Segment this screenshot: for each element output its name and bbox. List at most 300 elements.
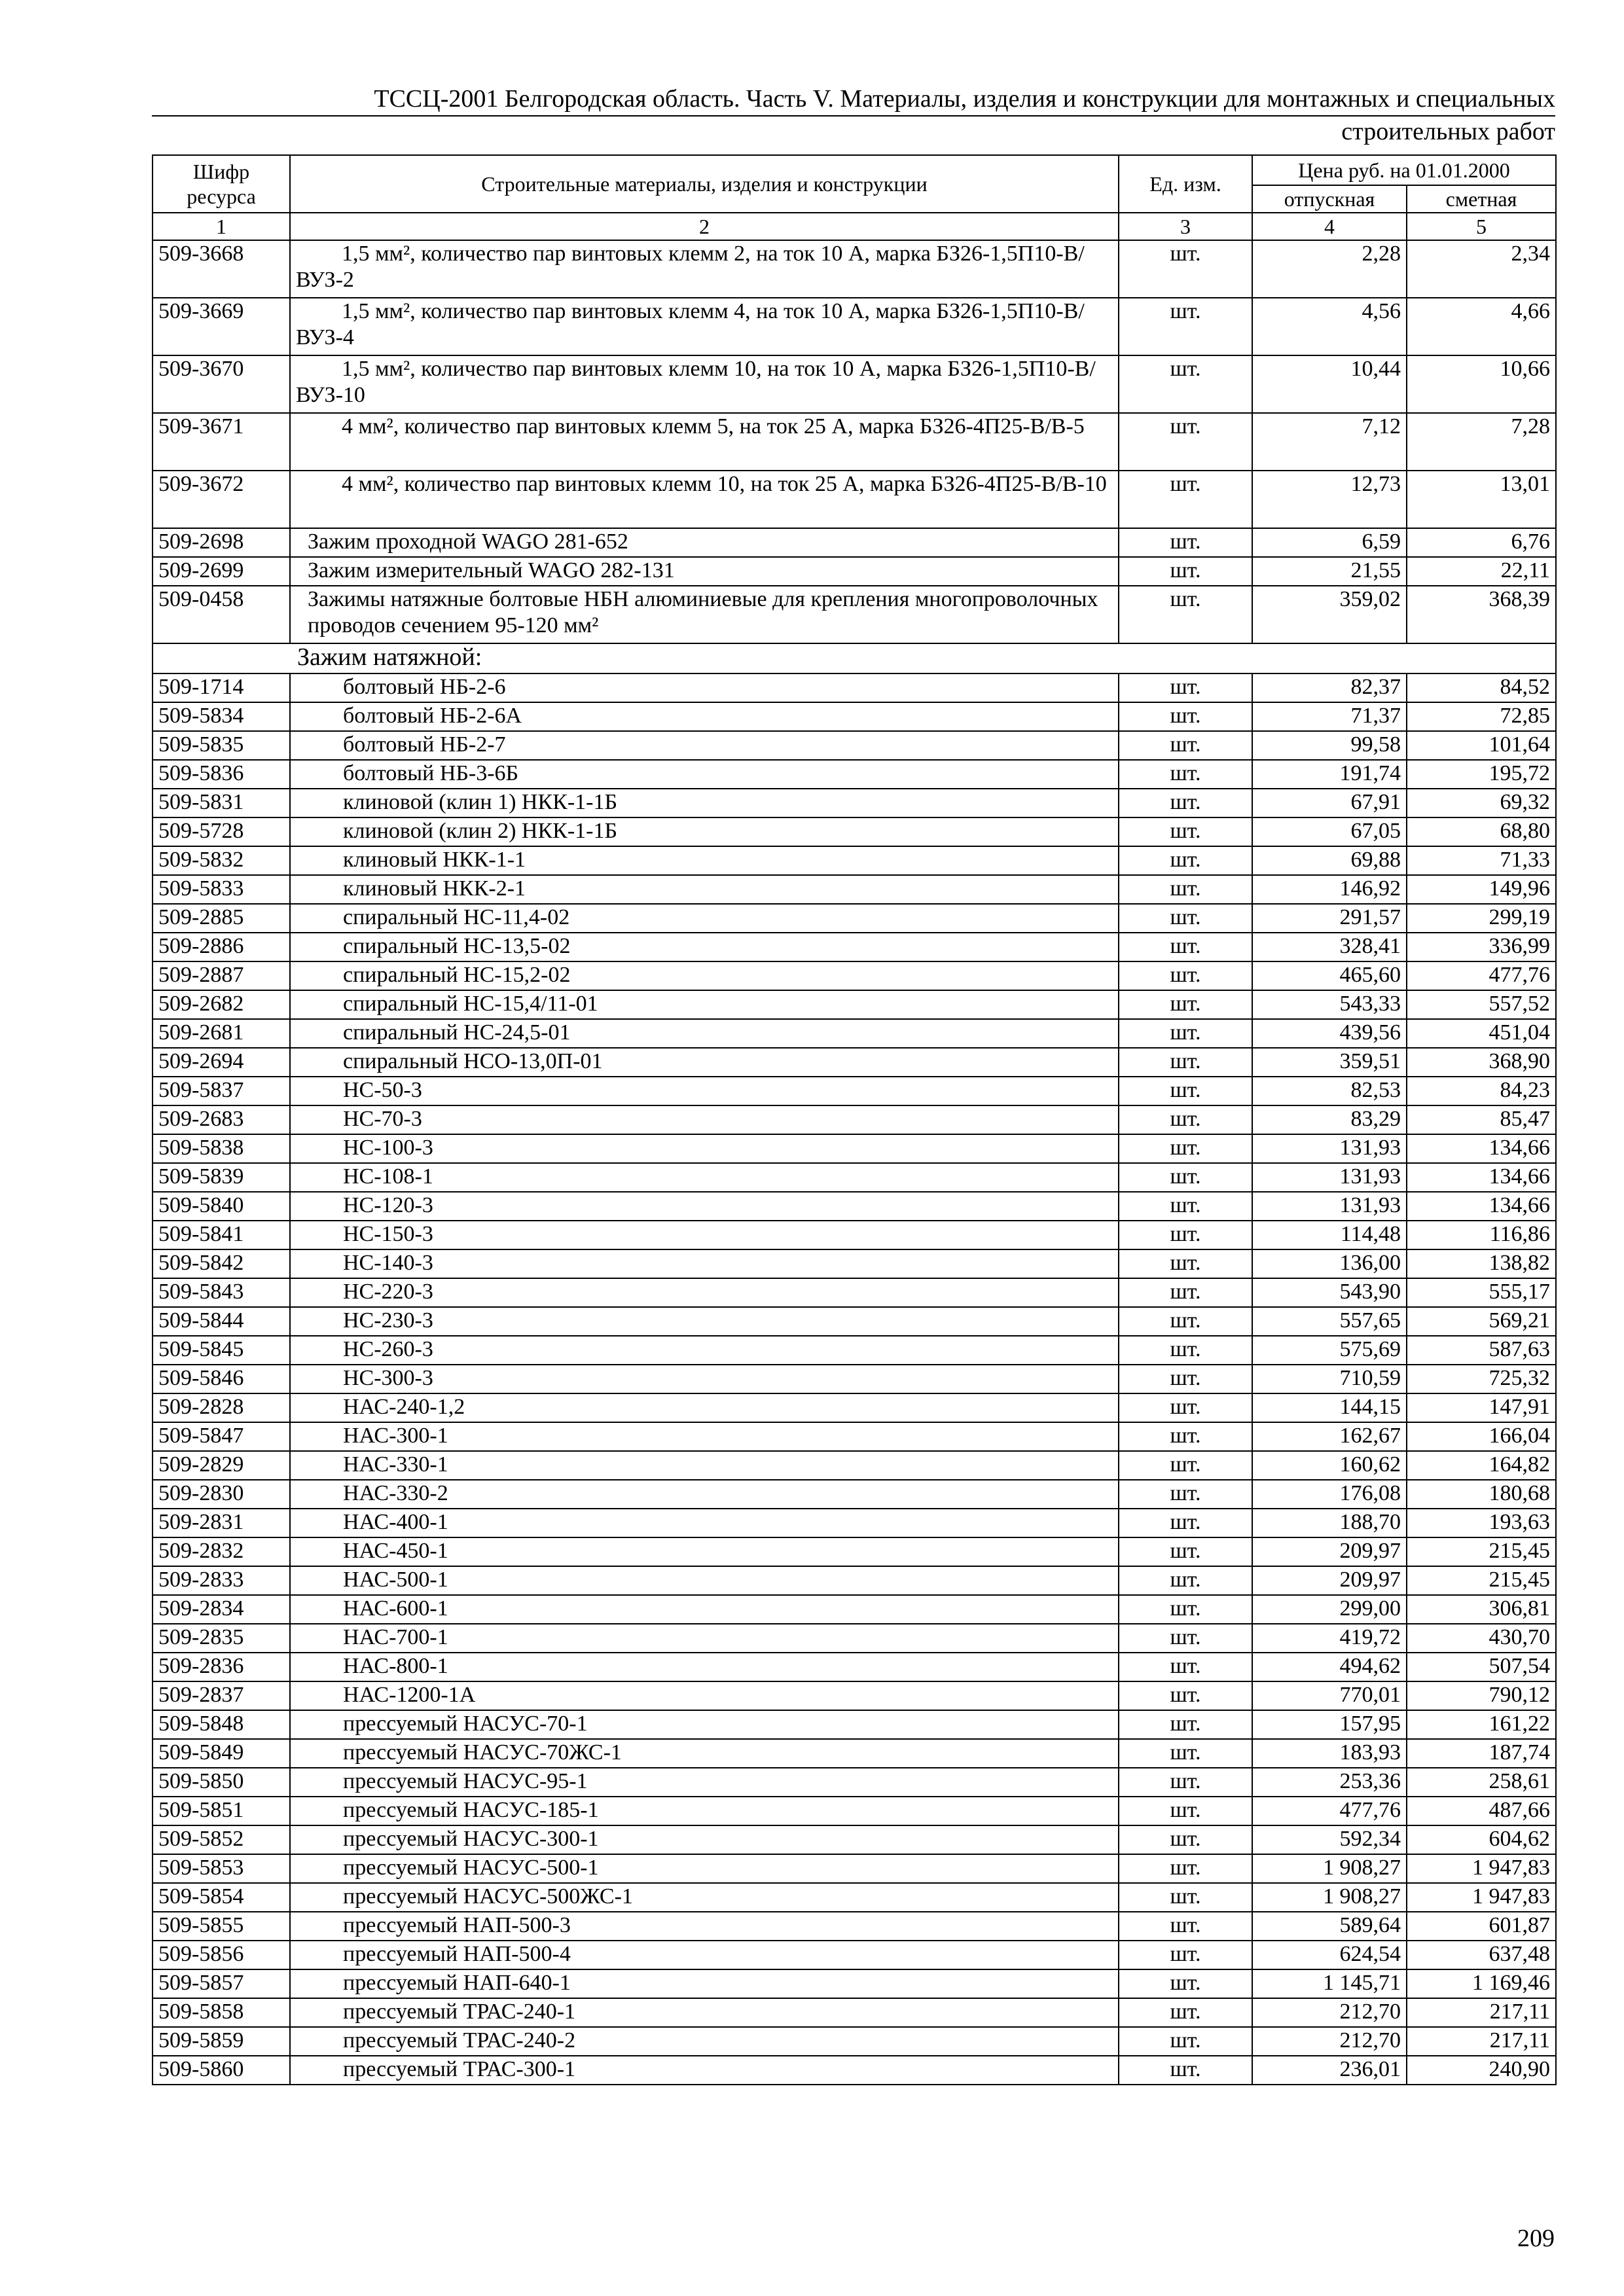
estimate-price: 4,66 (1407, 298, 1556, 355)
material-name: прессуемый НАСУС-95-1 (290, 1768, 1119, 1797)
estimate-price: 1 947,83 (1407, 1883, 1556, 1912)
unit: шт. (1119, 1105, 1252, 1134)
estimate-price: 134,66 (1407, 1134, 1556, 1163)
release-price: 253,36 (1252, 1768, 1407, 1797)
release-price: 624,54 (1252, 1941, 1407, 1969)
release-price: 589,64 (1252, 1912, 1407, 1941)
table-row (153, 1912, 1556, 1941)
col-header-release: отпускная (1252, 185, 1407, 213)
estimate-price: 215,45 (1407, 1566, 1556, 1595)
estimate-price: 101,64 (1407, 731, 1556, 760)
table-row (153, 298, 1556, 355)
table-row (153, 1393, 1556, 1422)
material-name: НС-50-3 (290, 1077, 1119, 1105)
estimate-price: 637,48 (1407, 1941, 1556, 1969)
estimate-price: 187,74 (1407, 1739, 1556, 1768)
resource-code: 509-5845 (153, 1336, 290, 1365)
unit: шт. (1119, 1825, 1252, 1854)
release-price: 10,44 (1252, 355, 1407, 413)
resource-code: 509-5852 (153, 1825, 290, 1854)
release-price: 212,70 (1252, 2027, 1407, 2056)
release-price: 21,55 (1252, 557, 1407, 586)
release-price: 6,59 (1252, 528, 1407, 557)
material-name: прессуемый НАСУС-300-1 (290, 1825, 1119, 1854)
resource-code: 509-5834 (153, 702, 290, 731)
release-price: 557,65 (1252, 1307, 1407, 1336)
unit: шт. (1119, 1883, 1252, 1912)
page-number: 209 (1517, 2225, 1555, 2252)
material-name: спиральный НС-24,5-01 (290, 1019, 1119, 1048)
table-row (153, 1624, 1556, 1653)
release-price: 82,37 (1252, 673, 1407, 702)
estimate-price: 85,47 (1407, 1105, 1556, 1134)
table-row (153, 817, 1556, 846)
table-row (153, 875, 1556, 904)
table-row (153, 789, 1556, 817)
resource-code: 509-3669 (153, 298, 290, 355)
release-price: 209,97 (1252, 1537, 1407, 1566)
release-price: 212,70 (1252, 1998, 1407, 2027)
estimate-price: 604,62 (1407, 1825, 1556, 1854)
release-price: 183,93 (1252, 1739, 1407, 1768)
release-price: 146,92 (1252, 875, 1407, 904)
resource-code: 509-5847 (153, 1422, 290, 1451)
unit: шт. (1119, 1480, 1252, 1509)
resource-code: 509-5859 (153, 2027, 290, 2056)
estimate-price: 10,66 (1407, 355, 1556, 413)
material-name: прессуемый ТРАС-240-1 (290, 1998, 1119, 2027)
release-price: 82,53 (1252, 1077, 1407, 1105)
material-name: спиральный НСО-13,0П-01 (290, 1048, 1119, 1077)
release-price: 12,73 (1252, 471, 1407, 528)
resource-code: 509-2834 (153, 1595, 290, 1624)
release-price: 114,48 (1252, 1221, 1407, 1249)
resource-code: 509-5851 (153, 1797, 290, 1825)
resource-code: 509-5848 (153, 1710, 290, 1739)
material-name: НС-120-3 (290, 1192, 1119, 1221)
unit: шт. (1119, 731, 1252, 760)
resource-code: 509-2837 (153, 1681, 290, 1710)
release-price: 439,56 (1252, 1019, 1407, 1048)
material-name: Зажим проходной WAGO 281-652 (290, 528, 1119, 557)
unit: шт. (1119, 760, 1252, 789)
unit: шт. (1119, 961, 1252, 990)
section-header (153, 643, 1556, 673)
unit: шт. (1119, 1307, 1252, 1336)
resource-code: 509-5836 (153, 760, 290, 789)
unit: шт. (1119, 1797, 1252, 1825)
estimate-price: 2,34 (1407, 240, 1556, 298)
unit: шт. (1119, 1998, 1252, 2027)
resource-code: 509-2885 (153, 904, 290, 933)
material-name: НАС-300-1 (290, 1422, 1119, 1451)
unit: шт. (1119, 1451, 1252, 1480)
unit: шт. (1119, 1422, 1252, 1451)
estimate-price: 587,63 (1407, 1336, 1556, 1365)
estimate-price: 134,66 (1407, 1163, 1556, 1192)
material-name: НС-260-3 (290, 1336, 1119, 1365)
estimate-price: 217,11 (1407, 1998, 1556, 2027)
material-name: НС-300-3 (290, 1365, 1119, 1393)
table-row (153, 846, 1556, 875)
unit: шт. (1119, 2056, 1252, 2085)
release-price: 136,00 (1252, 1249, 1407, 1278)
unit: шт. (1119, 1278, 1252, 1307)
material-name: НАС-450-1 (290, 1537, 1119, 1566)
material-name: спиральный НС-15,2-02 (290, 961, 1119, 990)
estimate-price: 147,91 (1407, 1393, 1556, 1422)
table-row (153, 1365, 1556, 1393)
material-name: болтовый НБ-3-6Б (290, 760, 1119, 789)
table-row (153, 413, 1556, 471)
clamp-rows (153, 673, 1556, 2085)
resource-code: 509-2830 (153, 1480, 290, 1509)
resource-code: 509-5846 (153, 1365, 290, 1393)
unit: шт. (1119, 875, 1252, 904)
unit: шт. (1119, 1163, 1252, 1192)
unit: шт. (1119, 413, 1252, 471)
material-name: НС-230-3 (290, 1307, 1119, 1336)
release-price: 291,57 (1252, 904, 1407, 933)
table-row (153, 1278, 1556, 1307)
release-price: 592,34 (1252, 1825, 1407, 1854)
material-name: НС-100-3 (290, 1134, 1119, 1163)
material-name: спиральный НС-15,4/11-01 (290, 990, 1119, 1019)
table-row (153, 731, 1556, 760)
unit: шт. (1119, 1134, 1252, 1163)
resource-code: 509-5858 (153, 1998, 290, 2027)
release-price: 2,28 (1252, 240, 1407, 298)
header-title-line2: строительных работ (1341, 118, 1555, 145)
estimate-price: 193,63 (1407, 1509, 1556, 1537)
material-name: 1,5 мм², количество пар винтовых клемм 2, на ток 10 А, марка БЗ26-1,5П10-В/ВУЗ-2 (290, 240, 1119, 298)
page-header (152, 84, 1555, 147)
estimate-price: 487,66 (1407, 1797, 1556, 1825)
unit: шт. (1119, 1681, 1252, 1710)
material-name: НС-70-3 (290, 1105, 1119, 1134)
release-price: 157,95 (1252, 1710, 1407, 1739)
table-row (153, 355, 1556, 413)
resource-code: 509-5838 (153, 1134, 290, 1163)
material-name: НС-140-3 (290, 1249, 1119, 1278)
unit: шт. (1119, 586, 1252, 643)
material-name: болтовый НБ-2-6 (290, 673, 1119, 702)
resource-code: 509-5857 (153, 1969, 290, 1998)
col-number: 4 (1252, 213, 1407, 240)
estimate-price: 84,23 (1407, 1077, 1556, 1105)
estimate-price: 451,04 (1407, 1019, 1556, 1048)
release-price: 188,70 (1252, 1509, 1407, 1537)
release-price: 99,58 (1252, 731, 1407, 760)
resource-code: 509-2886 (153, 933, 290, 961)
material-name: НС-150-3 (290, 1221, 1119, 1249)
table-row (153, 1480, 1556, 1509)
col-header-name: Строительные материалы, изделия и конструкции (290, 155, 1119, 213)
unit: шт. (1119, 1854, 1252, 1883)
material-name: клиновой (клин 1) НКК-1-1Б (290, 789, 1119, 817)
resource-code: 509-2832 (153, 1537, 290, 1566)
estimate-price: 555,17 (1407, 1278, 1556, 1307)
release-price: 67,05 (1252, 817, 1407, 846)
material-name: клиновой (клин 2) НКК-1-1Б (290, 817, 1119, 846)
resource-code: 509-2829 (153, 1451, 290, 1480)
resource-code: 509-5831 (153, 789, 290, 817)
unit: шт. (1119, 1336, 1252, 1365)
unit: шт. (1119, 471, 1252, 528)
col-number: 3 (1119, 213, 1252, 240)
estimate-price: 368,39 (1407, 586, 1556, 643)
release-price: 543,33 (1252, 990, 1407, 1019)
table-row (153, 1854, 1556, 1883)
resource-code: 509-3671 (153, 413, 290, 471)
col-number: 5 (1407, 213, 1556, 240)
material-name: прессуемый НАП-500-3 (290, 1912, 1119, 1941)
col-number: 2 (290, 213, 1119, 240)
material-name: НАС-240-1,2 (290, 1393, 1119, 1422)
resource-code: 509-5854 (153, 1883, 290, 1912)
estimate-price: 240,90 (1407, 2056, 1556, 2085)
table-row (153, 1105, 1556, 1134)
resource-code: 509-3668 (153, 240, 290, 298)
resource-code: 509-5855 (153, 1912, 290, 1941)
estimate-price: 306,81 (1407, 1595, 1556, 1624)
table-row (153, 1221, 1556, 1249)
estimate-price: 166,04 (1407, 1422, 1556, 1451)
release-price: 191,74 (1252, 760, 1407, 789)
resource-code: 509-2833 (153, 1566, 290, 1595)
estimate-price: 134,66 (1407, 1192, 1556, 1221)
release-price: 7,12 (1252, 413, 1407, 471)
resource-code: 509-5728 (153, 817, 290, 846)
material-name: НАС-800-1 (290, 1653, 1119, 1681)
estimate-price: 1 169,46 (1407, 1969, 1556, 1998)
release-price: 4,56 (1252, 298, 1407, 355)
table-row (153, 1969, 1556, 1998)
unit: шт. (1119, 817, 1252, 846)
table-row (153, 1537, 1556, 1566)
estimate-price: 71,33 (1407, 846, 1556, 875)
unit: шт. (1119, 1077, 1252, 1105)
material-name: НАС-1200-1А (290, 1681, 1119, 1710)
resource-code: 509-2698 (153, 528, 290, 557)
material-name: прессуемый НАСУС-70ЖС-1 (290, 1739, 1119, 1768)
release-price: 131,93 (1252, 1192, 1407, 1221)
estimate-price: 149,96 (1407, 875, 1556, 904)
estimate-price: 161,22 (1407, 1710, 1556, 1739)
material-name: НАС-330-1 (290, 1451, 1119, 1480)
resource-code: 509-2831 (153, 1509, 290, 1537)
resource-code: 509-2887 (153, 961, 290, 990)
estimate-price: 116,86 (1407, 1221, 1556, 1249)
table-row (153, 557, 1556, 586)
material-name: НС-220-3 (290, 1278, 1119, 1307)
table-row (153, 1595, 1556, 1624)
material-name: Зажимы натяжные болтовые НБН алюминиевые для крепления многопроволочных проводов сечением 95-120 мм² (290, 586, 1119, 643)
estimate-price: 477,76 (1407, 961, 1556, 990)
table-row (153, 1336, 1556, 1365)
estimate-price: 790,12 (1407, 1681, 1556, 1710)
resource-code: 509-5840 (153, 1192, 290, 1221)
table-row (153, 528, 1556, 557)
col-header-price: Цена руб. на 01.01.2000 (1252, 155, 1556, 185)
estimate-price: 72,85 (1407, 702, 1556, 731)
table-row (153, 1422, 1556, 1451)
unit: шт. (1119, 557, 1252, 586)
resource-code: 509-0458 (153, 586, 290, 643)
material-name: спиральный НС-13,5-02 (290, 933, 1119, 961)
table-row (153, 1797, 1556, 1825)
table-row (153, 1163, 1556, 1192)
material-name: прессуемый НАСУС-500-1 (290, 1854, 1119, 1883)
release-price: 162,67 (1252, 1422, 1407, 1451)
material-name: НАС-500-1 (290, 1566, 1119, 1595)
unit: шт. (1119, 673, 1252, 702)
table-row (153, 1566, 1556, 1595)
unit: шт. (1119, 846, 1252, 875)
section-title: Зажим натяжной: (153, 643, 1556, 673)
unit: шт. (1119, 1509, 1252, 1537)
release-price: 236,01 (1252, 2056, 1407, 2085)
table-row (153, 1509, 1556, 1537)
unit: шт. (1119, 1019, 1252, 1048)
col-number: 1 (153, 213, 290, 240)
table-row (153, 1077, 1556, 1105)
estimate-price: 601,87 (1407, 1912, 1556, 1941)
resource-code: 509-5837 (153, 1077, 290, 1105)
unit: шт. (1119, 933, 1252, 961)
estimate-price: 84,52 (1407, 673, 1556, 702)
material-name: НАС-600-1 (290, 1595, 1119, 1624)
unit: шт. (1119, 1393, 1252, 1422)
estimate-price: 180,68 (1407, 1480, 1556, 1509)
estimate-price: 336,99 (1407, 933, 1556, 961)
unit: шт. (1119, 1221, 1252, 1249)
unit: шт. (1119, 1365, 1252, 1393)
resource-code: 509-5839 (153, 1163, 290, 1192)
resource-code: 509-3670 (153, 355, 290, 413)
estimate-price: 7,28 (1407, 413, 1556, 471)
resource-code: 509-1714 (153, 673, 290, 702)
table-row (153, 1825, 1556, 1854)
unit: шт. (1119, 2027, 1252, 2056)
release-price: 465,60 (1252, 961, 1407, 990)
resource-code: 509-2836 (153, 1653, 290, 1681)
release-price: 131,93 (1252, 1163, 1407, 1192)
table-row (153, 1653, 1556, 1681)
estimate-price: 258,61 (1407, 1768, 1556, 1797)
material-name: НАС-330-2 (290, 1480, 1119, 1509)
table-row (153, 1307, 1556, 1336)
release-price: 1 908,27 (1252, 1883, 1407, 1912)
estimate-price: 215,45 (1407, 1537, 1556, 1566)
unit: шт. (1119, 789, 1252, 817)
resource-code: 509-5850 (153, 1768, 290, 1797)
table-row (153, 1739, 1556, 1768)
material-name: прессуемый НАП-500-4 (290, 1941, 1119, 1969)
unit: шт. (1119, 1595, 1252, 1624)
resource-code: 509-5860 (153, 2056, 290, 2085)
material-name: НАС-700-1 (290, 1624, 1119, 1653)
table-row (153, 933, 1556, 961)
table-header (153, 155, 1556, 240)
estimate-price: 557,52 (1407, 990, 1556, 1019)
table-row (153, 2056, 1556, 2085)
unit: шт. (1119, 1739, 1252, 1768)
release-price: 359,02 (1252, 586, 1407, 643)
release-price: 209,97 (1252, 1566, 1407, 1595)
release-price: 359,51 (1252, 1048, 1407, 1077)
unit: шт. (1119, 1710, 1252, 1739)
unit: шт. (1119, 1537, 1252, 1566)
resource-code: 509-2828 (153, 1393, 290, 1422)
resource-code: 509-2683 (153, 1105, 290, 1134)
table-row (153, 1048, 1556, 1077)
material-name: болтовый НБ-2-7 (290, 731, 1119, 760)
material-name: прессуемый ТРАС-300-1 (290, 2056, 1119, 2085)
estimate-price: 68,80 (1407, 817, 1556, 846)
unit: шт. (1119, 1653, 1252, 1681)
release-price: 770,01 (1252, 1681, 1407, 1710)
unit: шт. (1119, 1249, 1252, 1278)
material-name: 4 мм², количество пар винтовых клемм 10, на ток 25 А, марка БЗ26-4П25-В/В-10 (290, 471, 1119, 528)
table-row (153, 673, 1556, 702)
top-rows (153, 240, 1556, 643)
release-price: 144,15 (1252, 1393, 1407, 1422)
resource-code: 509-5844 (153, 1307, 290, 1336)
release-price: 328,41 (1252, 933, 1407, 961)
price-table (152, 154, 1557, 2085)
estimate-price: 569,21 (1407, 1307, 1556, 1336)
release-price: 83,29 (1252, 1105, 1407, 1134)
table-row (153, 2027, 1556, 2056)
table-row (153, 1710, 1556, 1739)
table-row (153, 961, 1556, 990)
release-price: 477,76 (1252, 1797, 1407, 1825)
release-price: 160,62 (1252, 1451, 1407, 1480)
table-row (153, 702, 1556, 731)
unit: шт. (1119, 1969, 1252, 1998)
resource-code: 509-2682 (153, 990, 290, 1019)
estimate-price: 299,19 (1407, 904, 1556, 933)
table-row (153, 1192, 1556, 1221)
resource-code: 509-5832 (153, 846, 290, 875)
table-row (153, 1941, 1556, 1969)
resource-code: 509-2694 (153, 1048, 290, 1077)
material-name: прессуемый ТРАС-240-2 (290, 2027, 1119, 2056)
release-price: 69,88 (1252, 846, 1407, 875)
table-row (153, 1134, 1556, 1163)
table-row (153, 586, 1556, 643)
resource-code: 509-5842 (153, 1249, 290, 1278)
resource-code: 509-5849 (153, 1739, 290, 1768)
material-name: прессуемый НАП-640-1 (290, 1969, 1119, 1998)
table-row (153, 1249, 1556, 1278)
material-name: прессуемый НАСУС-185-1 (290, 1797, 1119, 1825)
table-row (153, 471, 1556, 528)
material-name: 1,5 мм², количество пар винтовых клемм 10, на ток 10 А, марка БЗ26-1,5П10-В/ВУЗ-10 (290, 355, 1119, 413)
resource-code: 509-5833 (153, 875, 290, 904)
material-name: НАС-400-1 (290, 1509, 1119, 1537)
release-price: 299,00 (1252, 1595, 1407, 1624)
estimate-price: 217,11 (1407, 2027, 1556, 2056)
estimate-price: 725,32 (1407, 1365, 1556, 1393)
unit: шт. (1119, 1941, 1252, 1969)
estimate-price: 1 947,83 (1407, 1854, 1556, 1883)
release-price: 419,72 (1252, 1624, 1407, 1653)
resource-code: 509-5835 (153, 731, 290, 760)
material-name: 4 мм², количество пар винтовых клемм 5, на ток 25 А, марка БЗ26-4П25-В/В-5 (290, 413, 1119, 471)
estimate-price: 69,32 (1407, 789, 1556, 817)
